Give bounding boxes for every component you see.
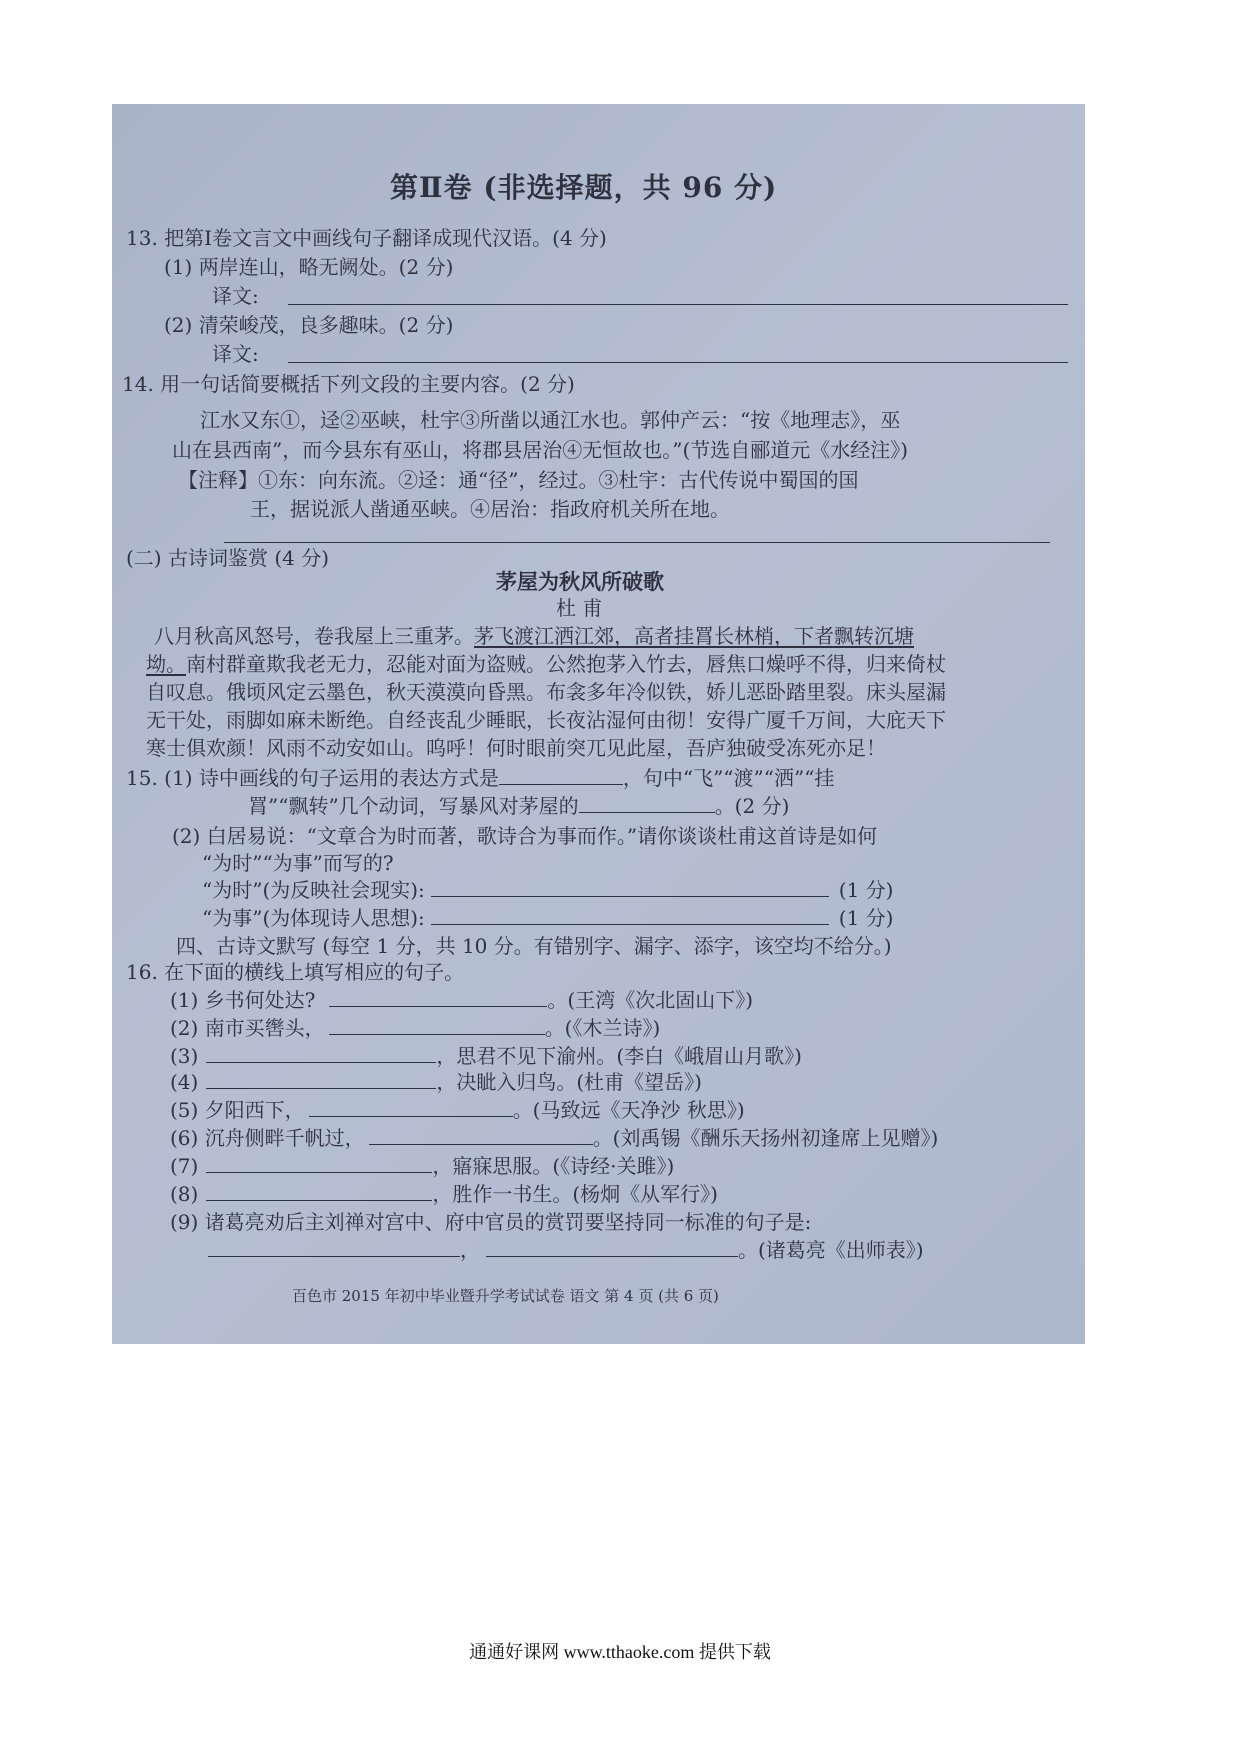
q16-stem: 16. 在下面的横线上填写相应的句子。 <box>126 960 465 984</box>
q15-part1-line2: 罥”“飘转”几个动词，写暴风对茅屋的 。(2 分) <box>248 794 790 818</box>
q14-note-line2: 王，据说派人凿通巫峡。④居治：指政府机关所在地。 <box>250 497 730 521</box>
answer-blank <box>206 1182 432 1201</box>
q15-part2-line1: (2) 白居易说：“文章合为时而著，歌诗合为事而作。”请你谈谈杜甫这首诗是如何 <box>172 824 878 848</box>
answer-blank <box>329 988 547 1007</box>
answer-line <box>224 542 1050 543</box>
q13-trans2-label: 译文: <box>212 342 259 366</box>
answer-blank <box>329 1016 545 1035</box>
q13-part2: (2) 清荣峻茂，良多趣味。(2 分) <box>164 313 454 337</box>
poem-line5: 寒士俱欢颜！风雨不动安如山。呜呼！何时眼前突兀见此屋，吾庐独破受冻死亦足！ <box>146 736 886 760</box>
q13-trans1-label: 译文: <box>212 284 259 308</box>
q16-item9: (9) 诸葛亮劝后主刘禅对宫中、府中官员的赏罚要坚持同一标准的句子是: <box>170 1210 812 1234</box>
poem-title: 茅屋为秋风所破歌 <box>496 569 664 594</box>
poem-author: 杜 甫 <box>556 596 603 620</box>
q16-item3: (3) ，思君不见下渝州。(李白《峨眉山月歌》) <box>170 1044 802 1068</box>
q16-item1: (1) 乡书何处达? 。(王湾《次北固山下》) <box>170 988 754 1012</box>
q13-stem: 13. 把第Ⅰ卷文言文中画线句子翻译成现代汉语。(4 分) <box>126 226 607 250</box>
poem-line2: 坳。南村群童欺我老无力，忍能对面为盗贼。公然抱茅入竹去，唇焦口燥呼不得，归来倚杖 <box>146 652 946 676</box>
q16-item4: (4) ，决眦入归鸟。(杜甫《望岳》) <box>170 1070 702 1094</box>
q16-item7: (7) ，寤寐思服。(《诗经·关雎》) <box>170 1154 675 1178</box>
q14-stem: 14. 用一句话简要概括下列文段的主要内容。(2 分) <box>122 372 575 396</box>
poem-line3: 自叹息。俄顷风定云墨色，秋天漠漠向昏黑。布衾多年冷似铁，娇儿恶卧踏里裂。床头屋漏 <box>146 680 946 704</box>
q15-part1-line1: 15. (1) 诗中画线的句子运用的表达方式是 ，句中“飞”“渡”“洒”“挂 <box>126 766 835 790</box>
answer-blank <box>499 766 623 785</box>
section4-title: 四、古诗文默写 (每空 1 分，共 10 分。有错别字、漏字、添字，该空均不给分。) <box>176 934 892 958</box>
q16-item9-answers: ， 。(诸葛亮《出师表》) <box>208 1238 924 1262</box>
answer-blank <box>486 1238 738 1257</box>
answer-blank <box>431 878 829 897</box>
poem-line4: 无干处，雨脚如麻未断绝。自经丧乱少睡眠，长夜沾湿何由彻！安得广厦千万间，大庇天下 <box>146 708 946 732</box>
q15-part2-weishi2: “为事”(为体现诗人思想): (1 分) <box>202 906 894 930</box>
section2-title: (二) 古诗词鉴赏 (4 分) <box>126 546 330 570</box>
q16-item5: (5) 夕阳西下， 。(马致远《天净沙 秋思》) <box>170 1098 745 1122</box>
exam-page-photo <box>112 104 1085 1344</box>
q16-item2: (2) 南市买辔头， 。(《木兰诗》) <box>170 1016 661 1040</box>
q15-part2-weishi: “为时”(为反映社会现实): (1 分) <box>202 878 894 902</box>
answer-blank <box>206 1070 436 1089</box>
q14-text-line1: 江水又东①，迳②巫峡，杜宇③所凿以通江水也。郭仲产云：“按《地理志》，巫 <box>200 408 901 432</box>
section-title: 第Ⅱ卷 (非选择题，共 96 分) <box>390 171 778 204</box>
answer-blank <box>206 1044 436 1063</box>
page-footer: 百色市 2015 年初中毕业暨升学考试试卷 语文 第 4 页 (共 6 页) <box>292 1287 719 1305</box>
answer-blank <box>369 1126 593 1145</box>
download-credit: 通通好课网 www.tthaoke.com 提供下载 <box>469 1642 771 1662</box>
answer-blank <box>431 906 829 925</box>
answer-blank <box>206 1154 432 1173</box>
poem-line1: 八月秋高风怒号，卷我屋上三重茅。茅飞渡江洒江郊，高者挂罥长林梢，下者飘转沉塘 <box>154 624 914 648</box>
q16-item8: (8) ，胜作一书生。(杨炯《从军行》) <box>170 1182 718 1206</box>
answer-blank <box>579 794 715 813</box>
q15-part2-line2: “为时”“为事”而写的? <box>202 851 394 875</box>
q14-text-line2: 山在县西南”，而今县东有巫山，将郡县居治④无恒故也。”(节选自郦道元《水经注》) <box>172 438 909 462</box>
q14-note-line1: 【注释】①东：向东流。②迳：通“径”，经过。③杜宇：古代传说中蜀国的国 <box>178 468 859 492</box>
q16-item6: (6) 沉舟侧畔千帆过， 。(刘禹锡《酬乐天扬州初逢席上见赠》) <box>170 1126 939 1150</box>
q13-part1: (1) 两岸连山，略无阙处。(2 分) <box>164 255 454 279</box>
answer-line <box>288 362 1068 363</box>
answer-line <box>288 304 1068 305</box>
answer-blank <box>309 1098 513 1117</box>
answer-blank <box>208 1238 460 1257</box>
